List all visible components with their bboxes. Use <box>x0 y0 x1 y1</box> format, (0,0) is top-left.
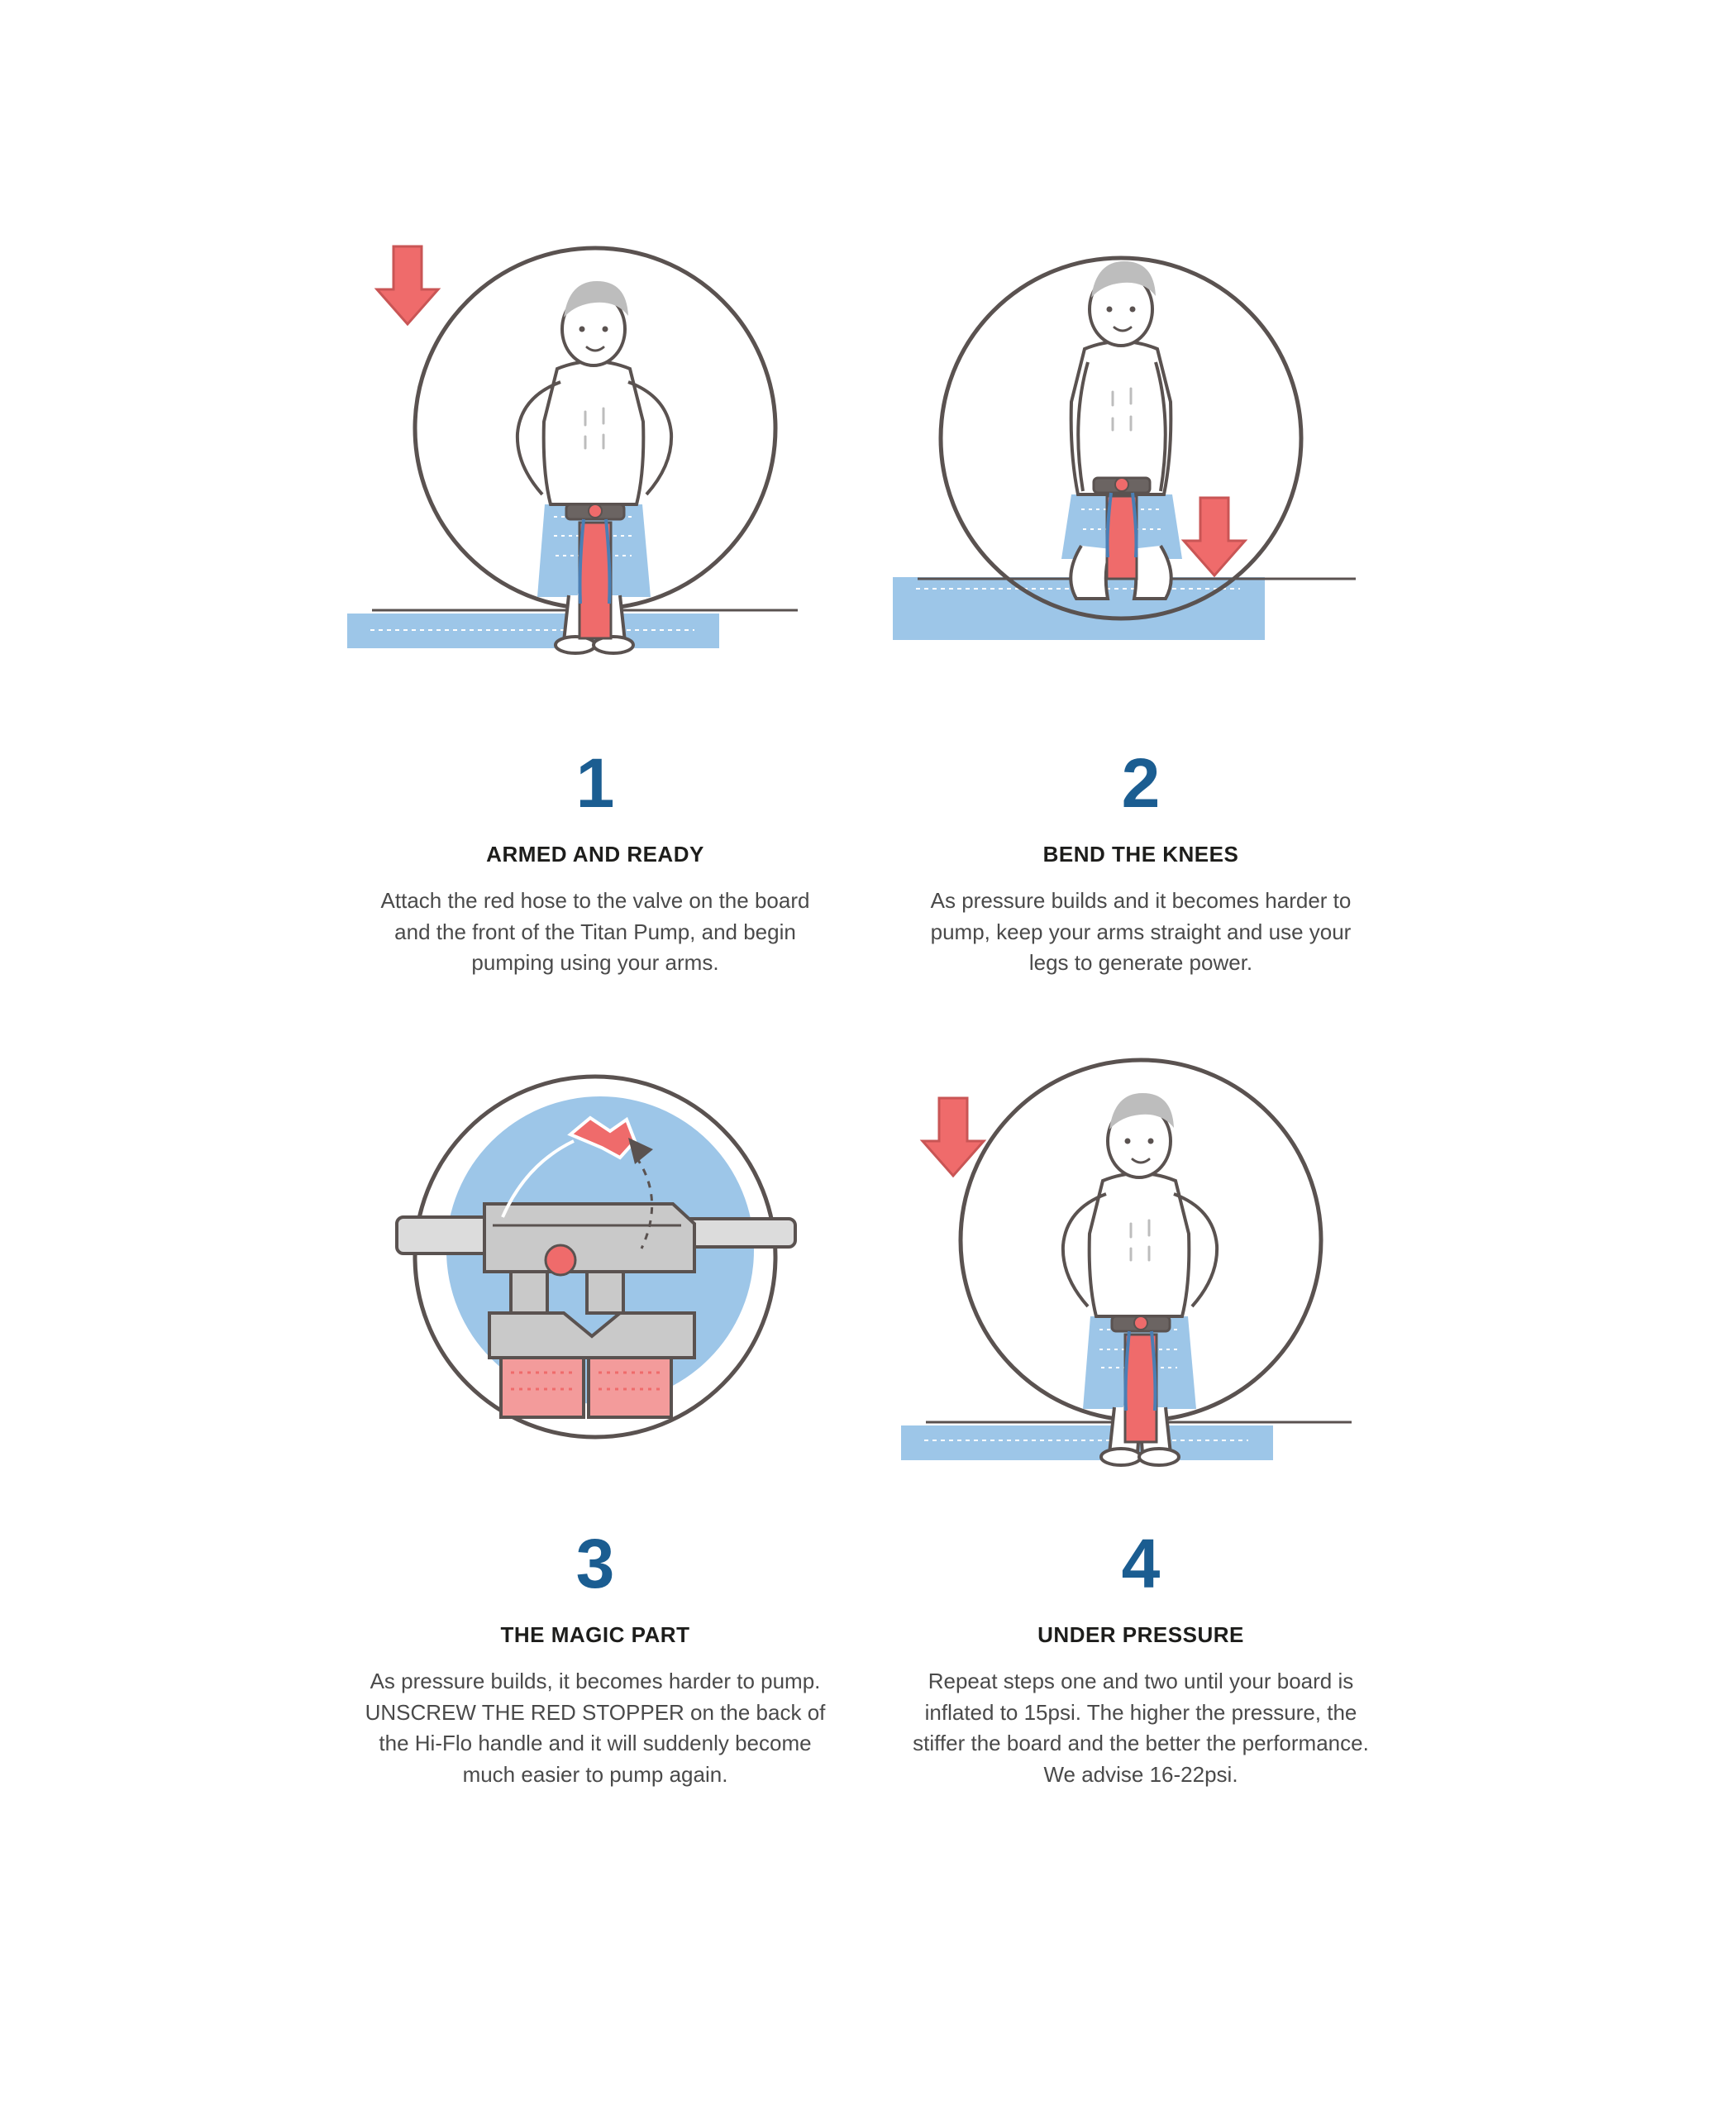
down-arrow-icon <box>1184 498 1245 575</box>
step-card-2 <box>893 232 1389 979</box>
step-2-body: As pressure builds and it becomes harder to pump, keep your arms straight and use your legs to generate power. <box>930 888 1352 976</box>
step-card-3 <box>347 1012 843 1791</box>
step-4-number-badge <box>1095 1526 1186 1601</box>
step-4-title: UNDER PRESSURE <box>1037 1622 1244 1648</box>
step-2-number-badge <box>1095 746 1186 820</box>
step-3-body: As pressure builds, it becomes harder to pump. UNSCREW THE RED STOPPER on the back of the Hi-Flo handle and it will suddenly become much easier to pump again. <box>365 1669 826 1788</box>
step-3-title: THE MAGIC PART <box>500 1622 690 1648</box>
svg-text:2: 2 <box>1121 746 1161 820</box>
down-arrow-icon <box>923 1098 984 1176</box>
person-standing-inflated-board-icon <box>901 1060 1352 1465</box>
down-arrow-icon <box>377 246 438 324</box>
step-3-number-badge <box>550 1526 641 1601</box>
person-standing-pumping-with-arms-icon <box>347 246 798 653</box>
pump-handle-red-stopper-closeup-icon <box>397 1077 795 1437</box>
step-4-body: Repeat steps one and two until your board is inflated to 15psi. The higher the pressure, the stiffer the board and the better the performance. We advise 16-22psi. <box>913 1669 1369 1788</box>
step-1-title: ARMED AND READY <box>486 842 704 867</box>
person-bending-knees-pumping-icon <box>893 258 1356 640</box>
step-card-4 <box>893 1012 1389 1791</box>
svg-text:1: 1 <box>575 746 615 820</box>
step-1-number-badge <box>550 746 641 820</box>
svg-text:3: 3 <box>575 1526 615 1602</box>
svg-text:4: 4 <box>1121 1526 1161 1602</box>
step-3-illustration <box>347 1012 843 1492</box>
step-1-body: Attach the red hose to the valve on the board and the front of the Titan Pump, and begin pumping using your arms. <box>380 888 810 976</box>
step-1-illustration <box>347 232 843 711</box>
steps-grid <box>347 232 1389 1824</box>
step-2-illustration <box>893 232 1389 711</box>
step-card-1 <box>347 232 843 979</box>
step-2-title: BEND THE KNEES <box>1042 842 1239 867</box>
step-4-illustration <box>893 1012 1389 1492</box>
